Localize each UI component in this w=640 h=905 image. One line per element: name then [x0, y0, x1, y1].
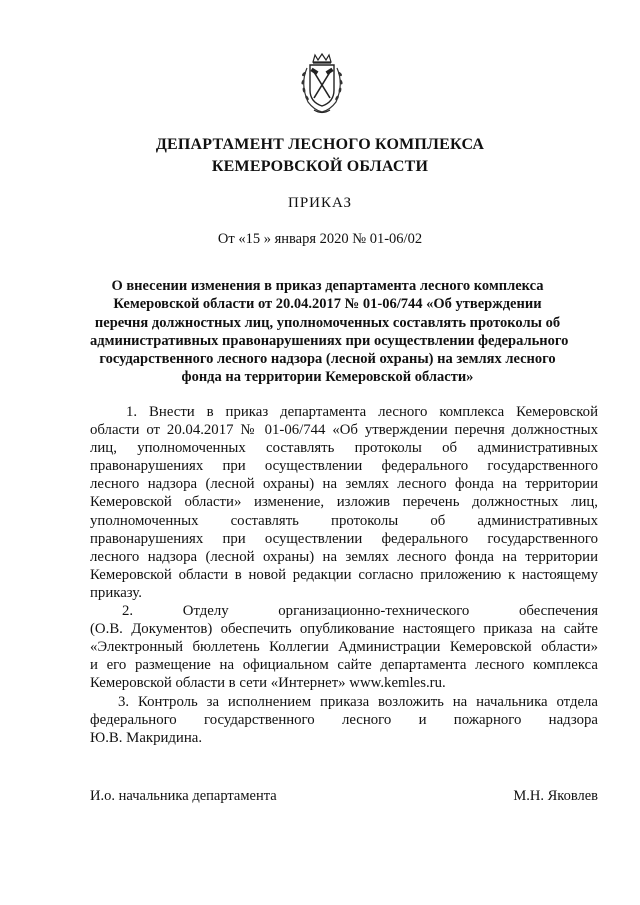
- body-line: 1. Внести в приказ департамента лесного комплекса Кемеровской: [126, 404, 598, 420]
- body-line: Кемеровской области в сети «Интернет» www.kemles.ru.: [90, 675, 446, 692]
- subject-line: Кемеровской области от 20.04.2017 № 01-06/744 «Об утверждении: [113, 296, 542, 313]
- order-body: [90, 403, 598, 747]
- document-date-number: От «15 » января 2020 № 01-06/02: [217, 231, 423, 247]
- department-title-line2: КЕМЕРОВСКОЙ ОБЛАСТИ: [211, 158, 429, 175]
- subject-line: административных правонарушениях при осуществлении федерального: [90, 332, 569, 349]
- body-line: лесного надзора (лесной охраны) на землях лесного фонда на территории: [90, 476, 598, 493]
- body-line: Кемеровской области в новой редакции согласно приложению к настоящему: [90, 566, 598, 583]
- body-line: уполномоченных составлять протоколы об административных: [90, 512, 598, 529]
- coat-of-arms-icon: [296, 52, 348, 116]
- body-line: федерального государственного лесного и пожарного надзора: [90, 711, 598, 728]
- body-line: лесного надзора (лесной охраны) на землях лесного фонда на территории: [90, 548, 598, 565]
- body-line: правонарушениях при осуществлении федерального государственного: [90, 530, 598, 547]
- order-subject: [90, 277, 569, 387]
- body-line: области от 20.04.2017 № 01-06/744 «Об утверждении перечня должностных: [90, 422, 598, 439]
- subject-line: О внесении изменения в приказ департамента лесного комплекса: [111, 278, 544, 294]
- body-line: (О.В. Документов) обеспечить опубликование настоящего приказа на сайте: [90, 621, 598, 638]
- body-line: Кемеровской области» изменение, изложив перечень должностных лиц,: [90, 494, 598, 511]
- subject-line: государственного лесного надзора (лесной охраны) на землях лесного: [99, 351, 556, 368]
- subject-line: перечня должностных лиц, уполномоченных составлять протоколы об: [94, 314, 561, 331]
- body-line: 3. Контроль за исполнением приказа возложить на начальника отдела: [118, 693, 598, 710]
- signatory-name: М.Н. Яковлев: [513, 788, 598, 804]
- department-title-line1: ДЕПАРТАМЕНТ ЛЕСНОГО КОМПЛЕКСА: [155, 136, 485, 153]
- body-line: и его размещение на официальном сайте департамента лесного комплекса: [90, 657, 598, 674]
- body-line: лиц, уполномоченных составлять протоколы об административных: [90, 440, 598, 457]
- signature-block: [90, 788, 598, 805]
- signatory-position: И.о. начальника департамента: [90, 788, 277, 804]
- document-type: ПРИКАЗ: [288, 195, 352, 211]
- body-line: 2. Отделу организационно-технического обеспечения: [122, 603, 598, 620]
- body-line: Ю.В. Макридина.: [90, 729, 203, 746]
- body-line: правонарушениях при осуществлении федерального государственного: [90, 458, 598, 475]
- body-line: «Электронный бюллетень Коллегии Администрации Кемеровской области»: [90, 639, 598, 656]
- subject-line: фонда на территории Кемеровской области»: [181, 369, 474, 386]
- body-line: приказу.: [90, 584, 142, 601]
